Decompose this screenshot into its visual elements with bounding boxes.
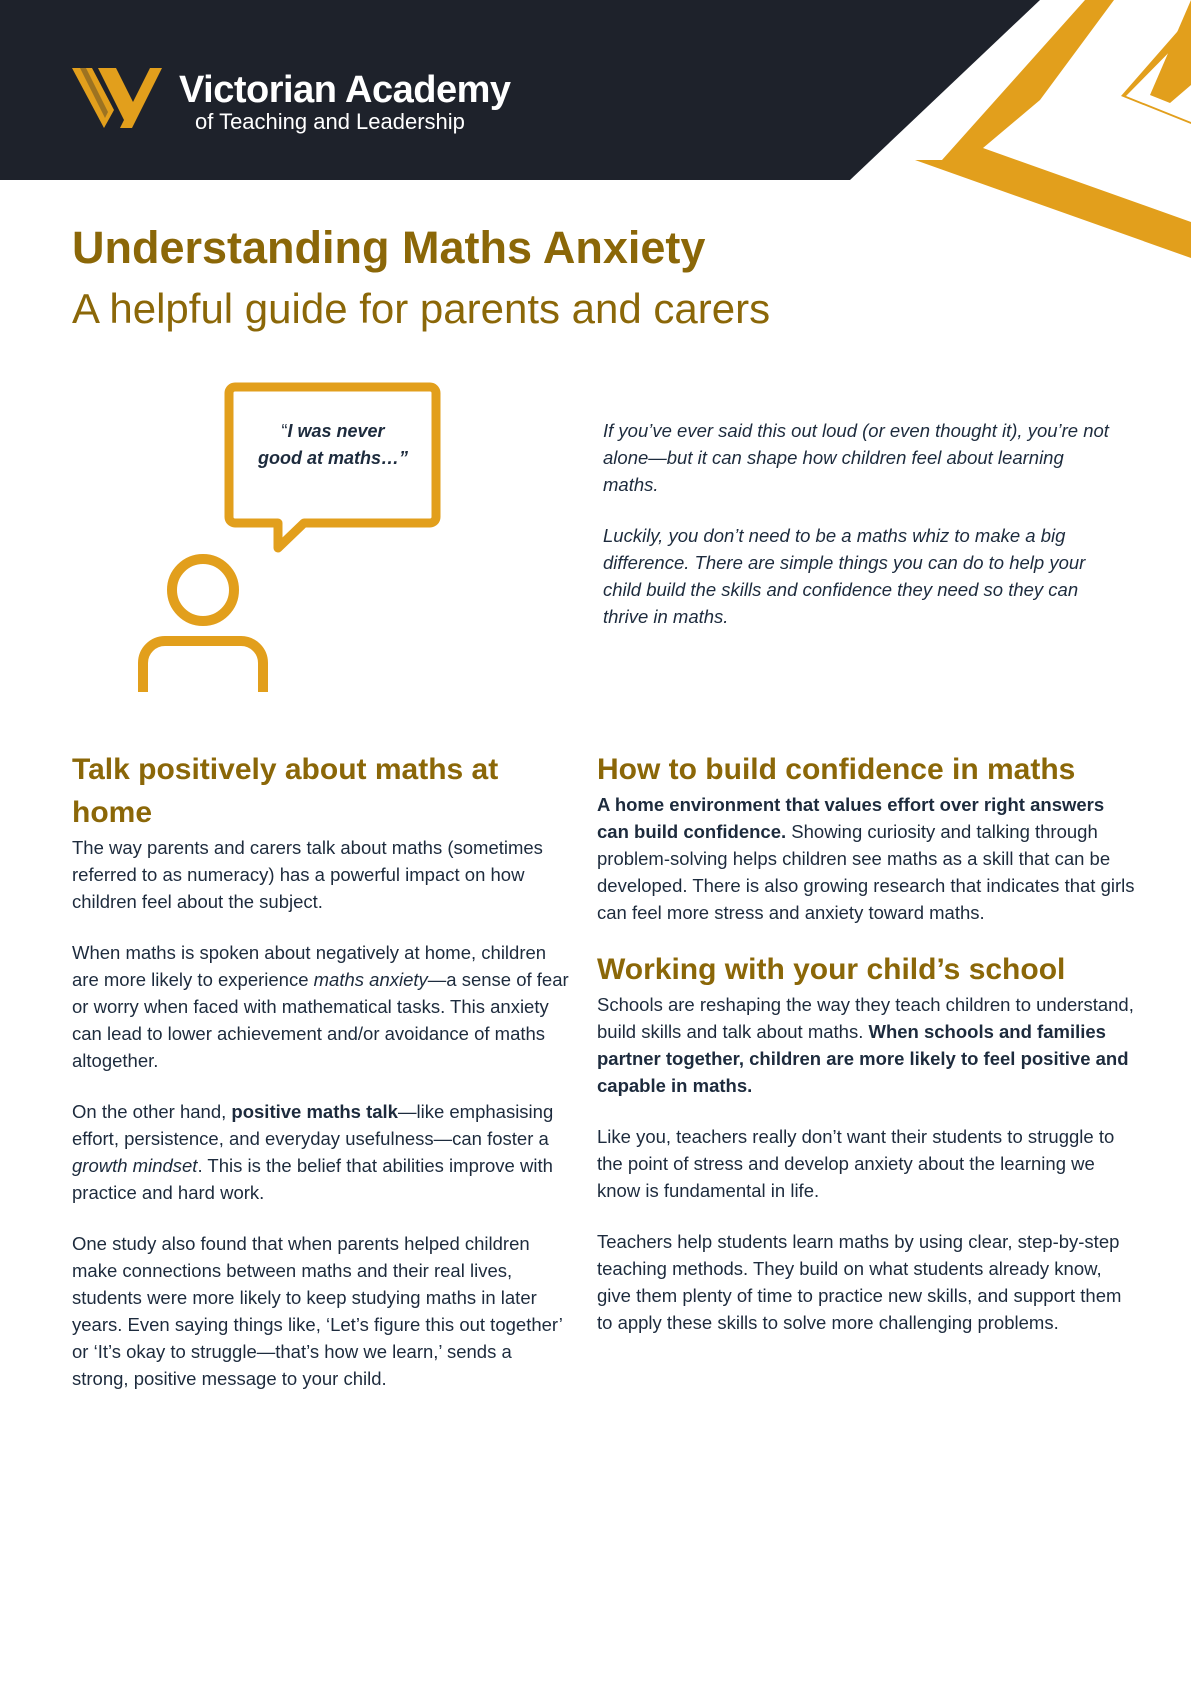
intro-block [603, 417, 1123, 654]
right-paragraph-4: Teachers help students learn maths by using clear, step-by-step teaching methods. They build on what students already know, give them plenty of time to practice new skills, and support them to apply these skills to solve more challenging problems. [597, 1231, 1122, 1333]
left-paragraph-1: The way parents and carers talk about maths (sometimes referred to as numeracy) has a powerful impact on how children feel about the subject. [72, 837, 543, 912]
brand-title: Victorian Academy [179, 69, 511, 111]
heading-working-with-school: Working with your child’s school [597, 953, 1066, 986]
right-paragraph-2: Schools are reshaping the way they teach children to understand, build skills and talk about maths. When schools and families partner together, children are more likely to feel positive and capable in maths. [597, 994, 1134, 1096]
heading-talk-positively: Talk positively about maths at home [72, 753, 499, 829]
intro-paragraph-1: If you’ve ever said this out loud (or even thought it), you’re not alone—but it can shape how children feel about learning maths. [603, 420, 1109, 495]
brand-subtitle: of Teaching and Leadership [195, 109, 465, 134]
left-paragraph-3: On the other hand, positive maths talk—like emphasising effort, persistence, and everyday usefulness—can foster a growth mindset. This is the belief that abilities improve with practice and hard work. [72, 1101, 554, 1203]
vatl-logo-icon [72, 68, 162, 140]
right-column [597, 748, 1137, 1336]
corner-chevron-decoration [900, 0, 1191, 260]
heading-build-confidence: How to build confidence in maths [597, 753, 1076, 786]
quote-text: “I was never good at maths…” [258, 421, 409, 468]
right-paragraph-3: Like you, teachers really don’t want their students to struggle to the point of stress and develop anxiety about the learning we know is fundamental in life. [597, 1126, 1115, 1201]
intro-paragraph-2: Luckily, you don’t need to be a maths whiz to make a big difference. There are simple things you can do to help your child build the skills and confidence they need so they can thrive in maths. [603, 525, 1086, 627]
page-title: Understanding Maths Anxiety [72, 222, 706, 273]
left-column [72, 748, 572, 1392]
left-paragraph-2: When maths is spoken about negatively at home, children are more likely to experience maths anxiety—a sense of fear or worry when faced with mathematical tasks. This anxiety can lead to lower achievement and/or avoidance of maths altogether. [72, 942, 569, 1071]
person-icon [143, 559, 263, 692]
left-paragraph-4: One study also found that when parents helped children make connections between maths and their real lives, students were more likely to keep studying maths in later years. Even saying things like, ‘Let’s figure this out together’ or ‘It’s okay to struggle—that’s how we learn,’ sends a strong, positive message to your child. [72, 1233, 563, 1389]
page-subtitle: A helpful guide for parents and carers [72, 285, 771, 332]
right-paragraph-1: A home environment that values effort over right answers can build confidence. Showing curiosity and talking through problem-solving helps children see maths as a skill that can be developed. There is also growing research that indicates that girls can feel more stress and anxiety toward maths. [597, 794, 1135, 923]
